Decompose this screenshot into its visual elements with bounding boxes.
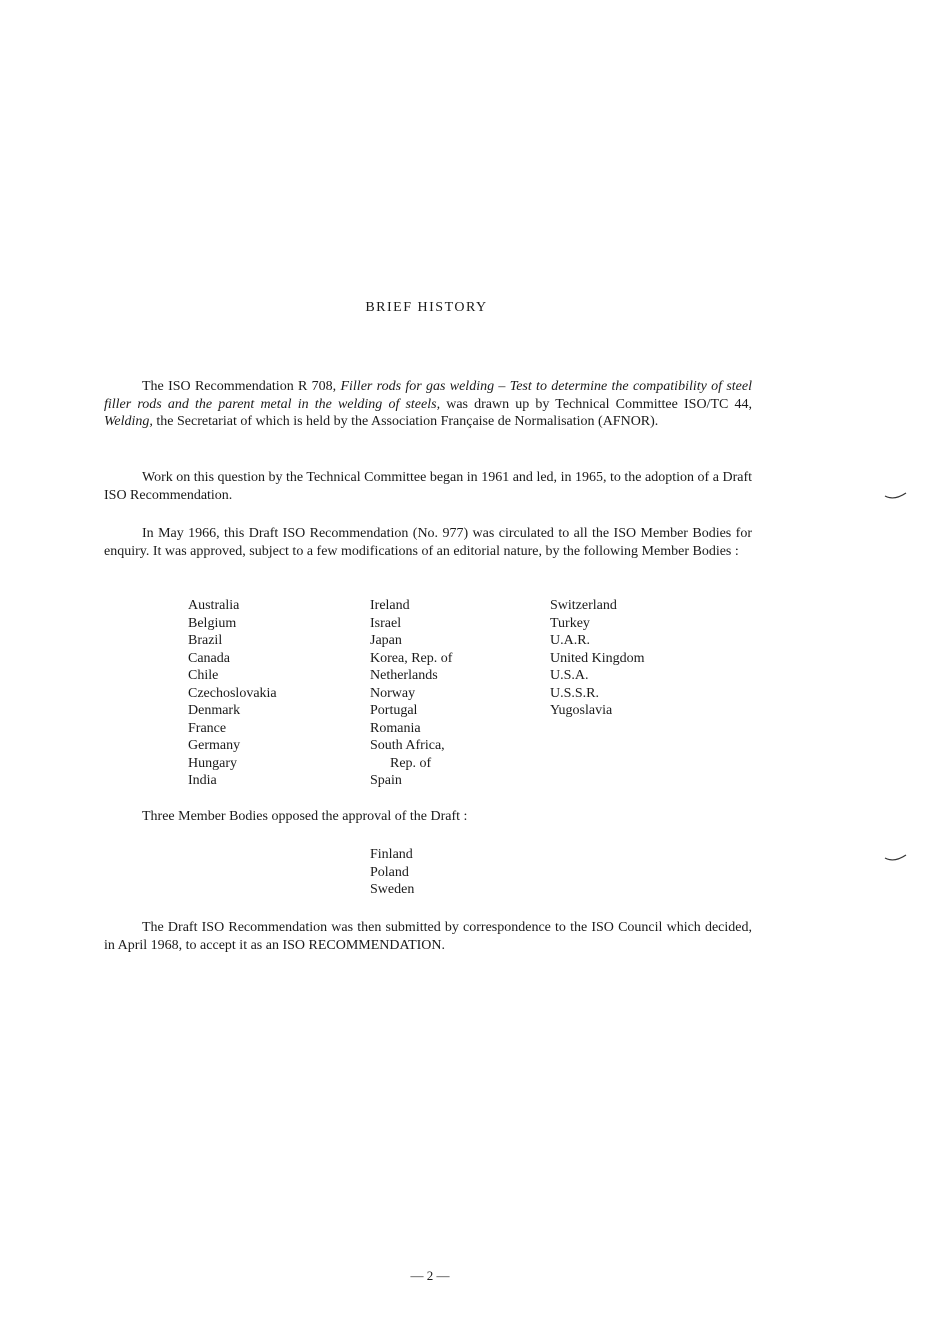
para1-text-c: the Secretariat of which is held by the Association Française de Normalisation (AFNOR). [152, 414, 659, 429]
approved-list-col2 [370, 597, 452, 790]
recommendation-title: Filler rods for gas welding – Test to determine the compatibility of steel filler rods and the parent metal in the welding of steels, [104, 379, 752, 412]
paragraph-enquiry: In May 1966, this Draft ISO Recommendation (No. 977) was circulated to all the ISO Member Bodies for enquiry. It was approved, subject to a few modifications of an editorial nature, by the following Member Bodies : [104, 526, 752, 559]
list-item: Korea, Rep. of [370, 650, 453, 666]
approved-list-col3 [550, 597, 645, 720]
list-item: Czechoslovakia [188, 685, 277, 701]
list-item: Portugal [370, 703, 418, 718]
para1-text-b: was drawn up by Technical Committee ISO/TC 44, [440, 396, 752, 412]
list-item: U.S.A. [550, 668, 589, 683]
list-item: Finland [370, 847, 413, 862]
list-item: United Kingdom [550, 650, 645, 666]
paragraph-acceptance: The Draft ISO Recommendation was then submitted by correspondence to the ISO Council which decided, in April 1968, to accept it as an ISO RECOMMENDATION. [104, 920, 752, 953]
list-item: France [188, 720, 227, 736]
list-item: South Africa, [370, 738, 445, 753]
list-item: Turkey [550, 615, 590, 631]
list-item: Rep. of [390, 755, 432, 771]
list-item: Japan [370, 633, 402, 648]
list-item: U.A.R. [550, 633, 591, 648]
list-item: Denmark [188, 703, 241, 718]
page-number: — 2 — [410, 1268, 450, 1283]
list-item: Yugoslavia [550, 703, 613, 718]
list-item: Switzerland [550, 598, 617, 613]
list-item: Norway [370, 685, 416, 701]
list-item: Spain [370, 773, 402, 788]
list-item: Romania [370, 720, 421, 736]
list-item: Belgium [188, 615, 237, 631]
margin-tick-mark [884, 852, 908, 864]
paragraph-work: Work on this question by the Technical Committee began in 1961 and led, in 1965, to the adoption of a Draft ISO Recommendation. [104, 470, 752, 503]
paragraph-opposed: Three Member Bodies opposed the approval of the Draft : [142, 809, 468, 824]
list-item: Australia [188, 598, 240, 613]
paragraph-origin [104, 378, 752, 431]
margin-tick-mark [884, 490, 908, 502]
list-item: Poland [370, 864, 409, 880]
list-item: Chile [188, 668, 219, 683]
section-heading: BRIEF HISTORY [365, 300, 488, 315]
list-item: India [188, 773, 217, 788]
para1-text-a: The ISO Recommendation R 708, [142, 379, 341, 394]
list-item: Canada [188, 650, 230, 666]
list-item: Ireland [370, 598, 410, 613]
list-item: Germany [188, 738, 241, 753]
list-item: Brazil [188, 633, 223, 648]
list-item: Hungary [188, 755, 237, 771]
approved-list-col1 [188, 597, 277, 790]
committee-name: Welding, [104, 414, 153, 429]
opposed-list [370, 846, 414, 899]
list-item: Netherlands [370, 668, 438, 683]
list-item: Israel [370, 615, 402, 631]
list-item: Sweden [370, 882, 415, 897]
list-item: U.S.S.R. [550, 685, 600, 701]
